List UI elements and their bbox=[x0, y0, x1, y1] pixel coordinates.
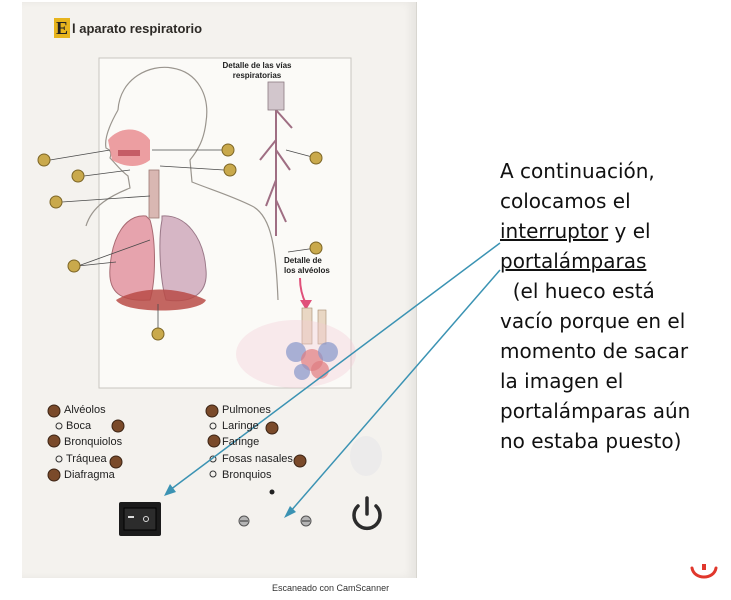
power-icon bbox=[354, 498, 380, 528]
note-line: (el hueco está bbox=[500, 279, 655, 303]
legend-bronquios: Bronquios bbox=[222, 469, 272, 481]
label-alveoli-detail: Detalle de los alvéolos bbox=[284, 256, 330, 275]
annotation-note bbox=[500, 156, 726, 456]
trachea bbox=[149, 170, 159, 218]
legend-fosas-nasales: Fosas nasales bbox=[222, 453, 293, 465]
nasal-cavity bbox=[108, 130, 150, 167]
note-line: portalámparas aún bbox=[500, 399, 691, 423]
note-line: colocamos el bbox=[500, 189, 631, 213]
note-line: A continuación, bbox=[500, 159, 655, 183]
legend-alveolos: Alvéolos bbox=[64, 404, 106, 416]
legend-bronquiolos: Bronquiolos bbox=[64, 436, 123, 448]
portalamparas-term: portalámparas bbox=[500, 249, 647, 273]
note-line: no estaba puesto) bbox=[500, 429, 682, 453]
interruptor-term: interruptor bbox=[500, 219, 609, 243]
mount-screws bbox=[239, 516, 311, 526]
legend-traquea: Tráquea bbox=[66, 453, 107, 465]
switch-icon bbox=[119, 502, 161, 536]
note-line: momento de sacar bbox=[500, 339, 689, 363]
title-text: l aparato respiratorio bbox=[72, 20, 203, 36]
note-line: la imagen el bbox=[500, 369, 624, 393]
scanner-footer: Escaneado con CamScanner bbox=[272, 583, 390, 593]
note-line: vacío porque en el bbox=[500, 309, 686, 333]
legend-diafragma: Diafragma bbox=[64, 469, 115, 481]
legend-boca: Boca bbox=[66, 420, 92, 432]
legend-pulmones: Pulmones bbox=[222, 404, 271, 416]
note-line bbox=[500, 246, 726, 276]
label-airways-detail: Detalle de las vías respiratorias bbox=[222, 61, 292, 80]
camscanner-logo-icon bbox=[688, 560, 720, 584]
note-line: interruptor y el bbox=[500, 219, 651, 243]
legend-faringe: Faringe bbox=[222, 436, 260, 448]
title-initial: E bbox=[55, 18, 68, 38]
legend-laringe: Laringe bbox=[222, 420, 259, 432]
